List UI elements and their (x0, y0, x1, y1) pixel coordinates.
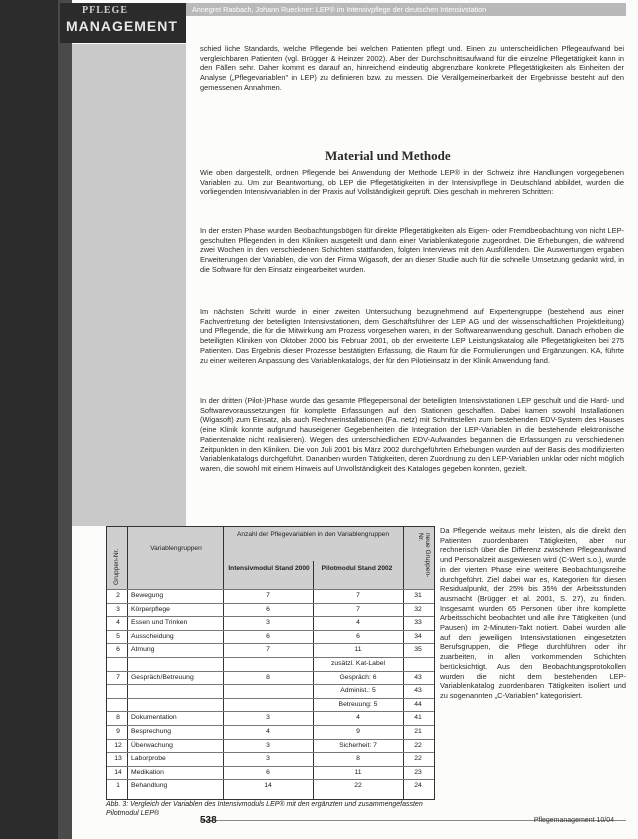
table-row (107, 643, 434, 657)
table-row (107, 589, 434, 603)
cell-new-number: 22 (414, 741, 422, 749)
cell-group: Laborprobe (131, 755, 166, 763)
cell-intensiv: 6 (266, 632, 270, 640)
table-header (107, 527, 434, 590)
cell-group-number: 5 (116, 632, 120, 640)
paragraph-intro: schied liche Standards, welche Pflegende bei welchen Patienten pflegt und. Einen zu unterscheidlichen Pflegeaufwand bei vergleichbaren Patienten (vgl. Brügger & Heinzer 2002). Aber der Durchschnittsaufwand für die einzelne Pflegetätigkeit kann in den Fällen sehr. Daher kommt es darauf an, hinreichend eindeutig abgrenzbare konkrete Pflegetätigkeiten als Einheiten der Analyse („Pflegevariablen" in LEP) zu definieren bzw. zu messen. Die Verallgemeinerbarkeit der Ergebnisse besteht auf den gemessenen Annahmen. (200, 44, 624, 92)
table-row (107, 603, 434, 617)
th-group-number: Gruppen-Nr. (113, 548, 120, 585)
table-row (107, 766, 434, 780)
cell-intensiv: 7 (266, 646, 270, 654)
th-new-number: neue Gruppen-Nr. (417, 533, 431, 578)
th-span: Anzahl der Pflegevariablen in den Variablengruppen (236, 531, 389, 538)
paragraph-method-1: Wie oben dargestellt, ordnen Pflegende bei Anwendung der Methode LEP® in der Schweiz ihre Handlungen vorgegebenen Variablen zu. Um zur Beantwortung, ob LEP die Pflegetätigkeiten in der Intensivpflege in Deutschland abbildet, wurden die vorliegenden Intensivvariablen in der Praxis auf Vollständigkeit geprüft. Dies geschah in mehreren Schritten: (200, 168, 624, 197)
cell-new-number: 22 (414, 755, 422, 763)
cell-intensiv: 6 (266, 768, 270, 776)
cell-group-number: 8 (116, 714, 120, 722)
table-row (107, 779, 434, 793)
cell-pilot: 7 (356, 605, 360, 613)
table-row (107, 698, 434, 712)
cell-group: Behandlung (131, 782, 168, 790)
cell-group: Essen und Trinken (131, 619, 188, 627)
table-row (107, 671, 434, 685)
cell-pilot: 4 (356, 714, 360, 722)
table-row (107, 684, 434, 698)
paragraph-method-2: In der ersten Phase wurden Beobachtungsbögen für direkte Pflegetätigkeiten als Eigen- oder Fremdbeobachtung von nicht LEP-geschulten Pflegenden in den Kliniken ausgeteilt und dann einer Variablenkategorie zugeordnet. Die Erhebungen, die während zwei Wochen in den verschiedenen Schichten stattfanden, folgten Interviews mit den Ausfüllenden. Die Auswertungen ergaben Erweiterungen der Variablen, die von der Firma Wigasoft, der an dieser Studie auch für die schnelle Umsetzung gedankt wird, in die Software für den Einsatz eingearbeitet wurden. (200, 226, 624, 274)
cell-pilot: 4 (356, 619, 360, 627)
cell-group-number: 4 (116, 619, 120, 627)
left-margin-band-inner (58, 0, 72, 839)
cell-group: Besprechung (131, 728, 172, 735)
cell-pilot: Gespräch: 6 (339, 673, 377, 681)
sidebar-grey-column (72, 44, 186, 526)
variables-table (106, 526, 435, 800)
cell-new-number: 43 (414, 687, 422, 695)
cell-intensiv: 8 (266, 673, 270, 681)
cell-intensiv: 3 (266, 714, 270, 722)
paragraph-method-4: In der dritten (Pilot-)Phase wurde das gesamte Pflegepersonal der beteiligten Intensivstationen LEP geschult und die Hard- und Softwarevoraussetzungen für komplette Erfassungen auf den Stationen geschaffen. Dabei kamen sowohl Installationen (Wigasoft) zum Einsatz, als auch Rechnerinstallationen (Fa. netz) mit Schnittstellen zum bestehenden EDV-System des Hauses (eine Klinik konnte aufgrund hauseigener Gegebenheiten die Integration der LEP-Variablen in die bestehende elektronische Patientenakte nicht realisieren). Wegen des unterschiedlichen EDV-Aufwandes begannen die Erfassungen zu verschiedenen Zeitpunkten in den Kliniken. Die von Juli 2001 bis März 2002 durchgeführten Erhebungen wurden auf der Basis des modifizierten Variablenkatalogs durchgeführt. Dananben wurden Tätigkeiten, deren Zuordnung zu den LEP-Variablen unklar oder nicht möglich waren, die sowohl mit einem Hinweis auf Unvollständigkeit des Kataloges gegeben konnten, gezielt. (200, 396, 624, 473)
cell-pilot: Administ.: 5 (340, 687, 376, 695)
paragraph-side: Da Pflegende weitaus mehr leisten, als die direkt den Patienten zuordenbaren Tätigkeiten, aber nur rechnerisch über die Differenz zwischen Pflegeaufwand und Personalzeit ausgewiesen wird (C-Wert s.o.), wurde in der vierten Phase eine weitere Beobachtungsreihe durchgeführt. Ziel dabei war es, Kategorien für diesen Residualpunkt, der 25% bis 35% der Arbeitsstunden ausmacht (Brügger et al. 2001, S. 27), zu finden. Insgesamt wurden 65 Personen über ihre komplette Arbeitsschicht beobachtet und alle ihre Tätigkeiten (und Pausen) im 2-Minuten-Takt notiert. Dabei wurden alle auf den jeweiligen Intensivstationen eingesetzten Berufsgruppen, die Pflege durchführen oder ihr zuarbeiten, in allen vorkommenden Schichten berücksichtigt. Aus den Beobachtungsprotokollen wurden die nicht dem bestehenden LEP-Variablenkatalog zuordenbaren Tätigkeiten isoliert und zu sogenannten „C-Variablen" kategorisiert. (440, 526, 626, 700)
logo-line2: MANAGEMENT (66, 18, 178, 34)
issue-label: Pflegemanagement 10/04 (533, 817, 614, 824)
table-row (107, 711, 434, 725)
cell-group-number: 6 (116, 646, 120, 654)
cell-intensiv: 7 (266, 592, 270, 599)
cell-group: Atmung (131, 646, 155, 654)
cell-group-number: 3 (116, 605, 120, 613)
cell-pilot: 11 (354, 768, 362, 776)
cell-pilot: 7 (356, 592, 360, 599)
table-row (107, 657, 434, 671)
journal-logo (60, 3, 186, 43)
cell-group: Dokumentation (131, 714, 177, 722)
cell-new-number: 34 (414, 632, 422, 640)
cell-group: Bewegung (131, 592, 164, 599)
cell-group: Körperpflege (131, 605, 170, 613)
cell-group-number: 12 (114, 741, 122, 749)
cell-new-number: 33 (414, 619, 422, 627)
cell-pilot: 6 (356, 632, 360, 640)
cell-intensiv: 6 (266, 605, 270, 613)
table-row (107, 752, 434, 766)
cell-group: Überwachung (131, 741, 173, 749)
table-row (107, 616, 434, 630)
cell-intensiv: 3 (266, 755, 270, 763)
cell-group-number: 7 (116, 673, 120, 681)
th-pilotmodul: Pilotmodul Stand 2002 (321, 565, 393, 572)
cell-new-number: 44 (414, 700, 422, 708)
table-row (107, 739, 434, 753)
table-row (107, 630, 434, 644)
cell-pilot: zusätzl. Kat-Label (330, 660, 386, 667)
cell-pilot: 11 (354, 646, 362, 654)
cell-pilot: Betreuung: 5 (338, 700, 378, 708)
cell-pilot: Sicherheit: 7 (339, 741, 377, 749)
cell-intensiv: 3 (266, 741, 270, 749)
cell-new-number: 43 (414, 673, 422, 681)
page-number: 538 (200, 815, 217, 826)
cell-new-number: 31 (414, 592, 422, 599)
paragraph-method-3: Im nächsten Schritt wurde in einer zweiten Untersuchung bezugnehmend auf Expertengruppe (bestehend aus einer Fachvertretung der beteiligten Intensivstationen, dem Geschäftsführer der LEP AG und der wissenschaftlichen Projektleitung) und Pflegende, die für die Mitwirkung am Prozess vorgesehen waren, in der Softwareanwendung geschult. Danach erhoben die beteiligten Kliniken von Oktober 2000 bis Februar 2001, ob der erweiterte LEP Leistungskatalog alle Pflegetätigkeiten bei 275 Patienten. Das Ergebnis dieser Prozesse bestätigten Erfassung, die Raum für die Formulierungen und Ergänzungen. KA, führte zu einer weiteren Anpassung des Variablenkatalogs, der für den Pilotieinsatz in der Klinik Anwendung fand. (200, 307, 624, 365)
cell-group-number: 1 (116, 782, 120, 790)
cell-pilot: 8 (356, 755, 360, 763)
cell-group-number: 2 (116, 592, 120, 599)
cell-pilot: 22 (354, 782, 362, 790)
cell-group: Gespräch/Betreuung (131, 673, 194, 681)
cell-pilot: 9 (356, 728, 360, 735)
cell-group: Medikation (131, 768, 164, 776)
cell-new-number: 24 (414, 782, 422, 790)
cell-intensiv: 4 (266, 728, 270, 735)
cell-new-number: 41 (414, 714, 422, 722)
cell-new-number: 32 (414, 605, 422, 613)
th-intensivmodul: Intensivmodul Stand 2000 (228, 565, 310, 572)
left-margin-band (0, 0, 58, 839)
cell-intensiv: 3 (266, 619, 270, 627)
table-caption: Abb. 3: Vergleich der Variablen des Intensivmoduls LEP® mit den ergänzten und zusammengefassten Pilotmodul LEP® (106, 801, 423, 817)
cell-group-number: 14 (114, 768, 122, 776)
section-heading: Material und Methode (325, 148, 451, 163)
th-group: Variablengruppen (150, 545, 202, 552)
cell-new-number: 35 (414, 646, 422, 654)
cell-new-number: 21 (414, 728, 422, 735)
cell-group: Ausscheidung (131, 632, 174, 640)
cell-group-number: 9 (116, 728, 120, 735)
cell-intensiv: 14 (264, 782, 272, 790)
logo-line1: PFLEGE (82, 5, 129, 16)
cell-new-number: 23 (414, 768, 422, 776)
cell-group-number: 13 (114, 755, 122, 763)
running-header: Annegret Rasbach, Johann Rueckner: LEP® im Intensivpflege der deutschen Intensivstation (192, 5, 487, 14)
table-row (107, 725, 434, 739)
